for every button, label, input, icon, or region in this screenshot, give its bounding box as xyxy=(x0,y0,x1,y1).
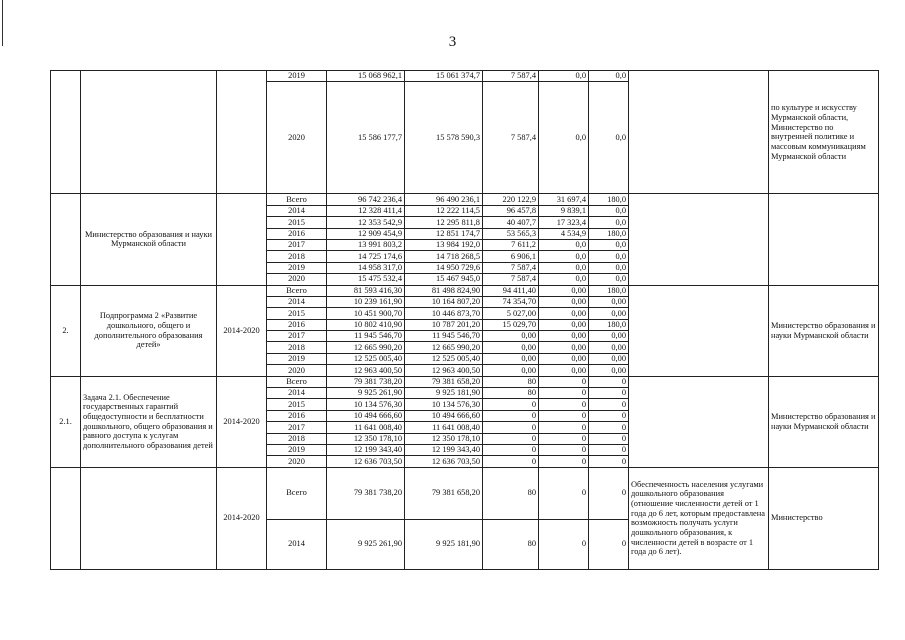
cell-value: 7 587,4 xyxy=(483,82,539,194)
cell-value: 10 134 576,30 xyxy=(405,399,483,410)
cell-value: 6 906,1 xyxy=(483,251,539,262)
cell-year: 2019 xyxy=(267,444,327,455)
cell-year: 2018 xyxy=(267,251,327,262)
cell-value: 10 494 666,60 xyxy=(327,410,405,421)
cell-value: 9 925 261,90 xyxy=(327,388,405,399)
cell-executor xyxy=(769,194,879,285)
cell-value: 12 909 454,9 xyxy=(327,228,405,239)
block-ministry xyxy=(51,194,879,285)
cell-value: 12 963 400,50 xyxy=(405,365,483,376)
table-row xyxy=(51,71,879,82)
cell-value: 0,00 xyxy=(483,353,539,364)
cell-executor: Министерство образования и науки Мурманской области xyxy=(769,285,879,376)
cell-num xyxy=(51,71,81,194)
cell-value: 12 222 114,5 xyxy=(405,205,483,216)
cell-value: 0,0 xyxy=(539,71,589,82)
cell-indicator: Обеспеченность населения услугами дошкольного образования (отношение численности детей от 1 года до 6 лет, которым предоставлена возможность получать услуги дошкольного образования, к численности детей в возрасте от 1 года до 6 лет). xyxy=(629,467,769,569)
cell-value: 11 945 546,70 xyxy=(405,331,483,342)
cell-executor: Министерство образования и науки Мурманской области xyxy=(769,376,879,467)
block-indicator xyxy=(51,467,879,569)
cell-value: 0,00 xyxy=(539,331,589,342)
cell-value: 0,00 xyxy=(539,319,589,330)
cell-value: 14 718 268,5 xyxy=(405,251,483,262)
cell-value: 96 457,8 xyxy=(483,205,539,216)
cell-year: 2017 xyxy=(267,239,327,250)
cell-executor: Министерство xyxy=(769,467,879,569)
cell-value: 12 350 178,10 xyxy=(327,433,405,444)
cell-value: 13 984 192,0 xyxy=(405,239,483,250)
cell-value: 180,0 xyxy=(589,194,629,205)
cell-value: 10 787 201,20 xyxy=(405,319,483,330)
cell-value: 0 xyxy=(539,376,589,387)
cell-value: 12 328 411,4 xyxy=(327,205,405,216)
cell-value: 79 381 738,20 xyxy=(327,467,405,519)
cell-year: Всего xyxy=(267,285,327,296)
cell-value: 180,0 xyxy=(589,228,629,239)
cell-value: 0 xyxy=(483,433,539,444)
cell-value: 9 839,1 xyxy=(539,205,589,216)
cell-value: 7 587,4 xyxy=(483,274,539,285)
cell-year: 2019 xyxy=(267,262,327,273)
cell-num: 2. xyxy=(51,285,81,376)
cell-value: 15 467 945,0 xyxy=(405,274,483,285)
cell-value: 180,0 xyxy=(589,285,629,296)
page-number: 3 xyxy=(448,34,457,50)
cell-value: 0 xyxy=(483,399,539,410)
cell-value: 0 xyxy=(589,456,629,467)
cell-year: 2015 xyxy=(267,308,327,319)
cell-indicator xyxy=(629,194,769,285)
cell-year: 2020 xyxy=(267,82,327,194)
cell-value: 0 xyxy=(589,399,629,410)
cell-value: 7 587,4 xyxy=(483,71,539,82)
cell-value: 53 565,3 xyxy=(483,228,539,239)
cell-value: 81 498 824,90 xyxy=(405,285,483,296)
cell-value: 0 xyxy=(539,467,589,519)
cell-year: 2014 xyxy=(267,205,327,216)
cell-value: 0 xyxy=(539,444,589,455)
cell-value: 0 xyxy=(589,433,629,444)
cell-value: 10 239 161,90 xyxy=(327,296,405,307)
cell-value: 9 925 181,90 xyxy=(405,388,483,399)
cell-value: 0,0 xyxy=(539,274,589,285)
cell-year: 2015 xyxy=(267,399,327,410)
cell-year: 2020 xyxy=(267,456,327,467)
cell-value: 0,0 xyxy=(589,82,629,194)
cell-value: 0,00 xyxy=(539,308,589,319)
cell-value: 13 991 803,2 xyxy=(327,239,405,250)
cell-value: 5 027,00 xyxy=(483,308,539,319)
cell-value: 15 475 532,4 xyxy=(327,274,405,285)
cell-value: 0 xyxy=(539,433,589,444)
cell-value: 0,0 xyxy=(539,251,589,262)
cell-name xyxy=(81,71,217,194)
cell-value: 0,0 xyxy=(539,82,589,194)
cell-value: 10 494 666,60 xyxy=(405,410,483,421)
cell-value: 11 641 008,40 xyxy=(405,422,483,433)
cell-year: 2016 xyxy=(267,410,327,421)
cell-value: 0 xyxy=(589,467,629,519)
cell-value: 12 199 343,40 xyxy=(327,444,405,455)
cell-value: 0 xyxy=(589,376,629,387)
cell-value: 79 381 658,20 xyxy=(405,467,483,519)
cell-value: 12 525 005,40 xyxy=(405,353,483,364)
cell-name: Задача 2.1. Обеспечение государственных гарантий общедоступности и бесплатности дошкольного, общего образования и равного доступа к услугам дополнительного образования детей xyxy=(81,376,217,467)
cell-indicator xyxy=(629,376,769,467)
cell-name: Министерство образования и науки Мурманской области xyxy=(81,194,217,285)
cell-executor: по культуре и искусству Мурманской области, Министерство по внутренней политике и массовым коммуникациям Мурманской области xyxy=(769,71,879,194)
cell-value: 0 xyxy=(539,399,589,410)
cell-value: 0 xyxy=(589,444,629,455)
cell-year: Всего xyxy=(267,467,327,519)
cell-period: 2014-2020 xyxy=(217,467,267,569)
cell-value: 0,00 xyxy=(483,342,539,353)
cell-value: 14 725 174,6 xyxy=(327,251,405,262)
cell-value: 0,0 xyxy=(589,239,629,250)
cell-value: 96 742 236,4 xyxy=(327,194,405,205)
cell-value: 0,00 xyxy=(539,353,589,364)
cell-year: Всего xyxy=(267,376,327,387)
cell-value: 0,00 xyxy=(589,342,629,353)
cell-year: 2020 xyxy=(267,274,327,285)
cell-value: 12 963 400,50 xyxy=(327,365,405,376)
cell-value: 9 925 181,90 xyxy=(405,519,483,569)
cell-value: 0,0 xyxy=(589,71,629,82)
cell-value: 0 xyxy=(539,456,589,467)
cell-value: 0,00 xyxy=(483,365,539,376)
table-body xyxy=(51,71,879,194)
table-row xyxy=(51,376,879,387)
cell-value: 79 381 738,20 xyxy=(327,376,405,387)
cell-value: 12 636 703,50 xyxy=(327,456,405,467)
cell-indicator xyxy=(629,285,769,376)
cell-value: 0 xyxy=(539,410,589,421)
cell-value: 180,0 xyxy=(589,319,629,330)
table-row xyxy=(51,194,879,205)
cell-value: 0,00 xyxy=(589,353,629,364)
cell-year: Всего xyxy=(267,194,327,205)
cell-value: 31 697,4 xyxy=(539,194,589,205)
cell-value: 12 636 703,50 xyxy=(405,456,483,467)
cell-value: 0 xyxy=(539,519,589,569)
cell-value: 0 xyxy=(539,422,589,433)
cell-indicator xyxy=(629,71,769,194)
cell-value: 0,00 xyxy=(589,331,629,342)
cell-value: 81 593 416,30 xyxy=(327,285,405,296)
cell-value: 7 611,2 xyxy=(483,239,539,250)
cell-value: 12 199 343,40 xyxy=(405,444,483,455)
cell-value: 15 068 962,1 xyxy=(327,71,405,82)
cell-value: 12 525 005,40 xyxy=(327,353,405,364)
table-row xyxy=(51,467,879,519)
cell-period xyxy=(217,194,267,285)
cell-value: 80 xyxy=(483,376,539,387)
cell-value: 0,00 xyxy=(539,365,589,376)
cell-year: 2019 xyxy=(267,71,327,82)
cell-period: 2014-2020 xyxy=(217,376,267,467)
cell-value: 10 451 900,70 xyxy=(327,308,405,319)
cell-value: 15 061 374,7 xyxy=(405,71,483,82)
cell-value: 10 446 873,70 xyxy=(405,308,483,319)
cell-value: 0 xyxy=(589,388,629,399)
cell-value: 10 134 576,30 xyxy=(327,399,405,410)
cell-value: 0,00 xyxy=(589,296,629,307)
cell-value: 0 xyxy=(483,444,539,455)
cell-value: 0,00 xyxy=(539,342,589,353)
cell-year: 2018 xyxy=(267,342,327,353)
cell-value: 0 xyxy=(483,422,539,433)
cell-value: 11 945 546,70 xyxy=(327,331,405,342)
cell-year: 2019 xyxy=(267,353,327,364)
cell-value: 0,00 xyxy=(589,308,629,319)
cell-value: 12 350 178,10 xyxy=(405,433,483,444)
cell-value: 10 164 807,20 xyxy=(405,296,483,307)
cell-name xyxy=(81,467,217,569)
cell-value: 12 353 542,9 xyxy=(327,217,405,228)
budget-table xyxy=(50,70,879,570)
cell-value: 15 586 177,7 xyxy=(327,82,405,194)
cell-num xyxy=(51,467,81,569)
cell-year: 2016 xyxy=(267,228,327,239)
cell-value: 0,0 xyxy=(589,262,629,273)
cell-value: 0 xyxy=(539,388,589,399)
cell-value: 9 925 261,90 xyxy=(327,519,405,569)
cell-value: 11 641 008,40 xyxy=(327,422,405,433)
table-row xyxy=(51,285,879,296)
cell-value: 80 xyxy=(483,388,539,399)
cell-value: 0,0 xyxy=(589,217,629,228)
cell-value: 80 xyxy=(483,519,539,569)
cell-year: 2018 xyxy=(267,433,327,444)
cell-num xyxy=(51,194,81,285)
cell-num: 2.1. xyxy=(51,376,81,467)
cell-year: 2015 xyxy=(267,217,327,228)
cell-value: 94 411,40 xyxy=(483,285,539,296)
cell-value: 0 xyxy=(589,410,629,421)
cell-value: 0,0 xyxy=(539,239,589,250)
cell-value: 0,00 xyxy=(539,296,589,307)
cell-year: 2014 xyxy=(267,296,327,307)
block-subprogram-2 xyxy=(51,285,879,376)
cell-value: 0 xyxy=(589,422,629,433)
cell-value: 0,00 xyxy=(589,365,629,376)
cell-value: 0,00 xyxy=(539,285,589,296)
cell-value: 0,0 xyxy=(589,251,629,262)
cell-value: 14 950 729,6 xyxy=(405,262,483,273)
cell-value: 4 534,9 xyxy=(539,228,589,239)
cell-value: 12 665 990,20 xyxy=(327,342,405,353)
cell-value: 0 xyxy=(483,456,539,467)
cell-value: 12 851 174,7 xyxy=(405,228,483,239)
cell-value: 79 381 658,20 xyxy=(405,376,483,387)
block-task-2-1 xyxy=(51,376,879,467)
cell-year: 2020 xyxy=(267,365,327,376)
cell-value: 17 323,4 xyxy=(539,217,589,228)
cell-period xyxy=(217,71,267,194)
cell-value: 80 xyxy=(483,467,539,519)
cell-value: 0,0 xyxy=(589,205,629,216)
cell-value: 15 578 590,3 xyxy=(405,82,483,194)
cell-period: 2014-2020 xyxy=(217,285,267,376)
cell-value: 15 029,70 xyxy=(483,319,539,330)
cell-year: 2017 xyxy=(267,422,327,433)
cell-value: 96 490 236,1 xyxy=(405,194,483,205)
cell-name: Подпрограмма 2 «Развитие дошкольного, общего и дополнительного образования детей» xyxy=(81,285,217,376)
cell-year: 2014 xyxy=(267,388,327,399)
cell-value: 0,00 xyxy=(483,331,539,342)
cell-year: 2016 xyxy=(267,319,327,330)
cell-value: 14 958 317,0 xyxy=(327,262,405,273)
cell-value: 12 295 811,8 xyxy=(405,217,483,228)
cell-value: 74 354,70 xyxy=(483,296,539,307)
cell-year: 2014 xyxy=(267,519,327,569)
cell-value: 220 122,9 xyxy=(483,194,539,205)
cell-value: 0 xyxy=(483,410,539,421)
cell-value: 0,0 xyxy=(539,262,589,273)
cell-value: 10 802 410,90 xyxy=(327,319,405,330)
cell-year: 2017 xyxy=(267,331,327,342)
cell-value: 0 xyxy=(589,519,629,569)
cell-value: 12 665 990,20 xyxy=(405,342,483,353)
cell-value: 7 587,4 xyxy=(483,262,539,273)
cell-value: 0,0 xyxy=(589,274,629,285)
cell-value: 40 407,7 xyxy=(483,217,539,228)
